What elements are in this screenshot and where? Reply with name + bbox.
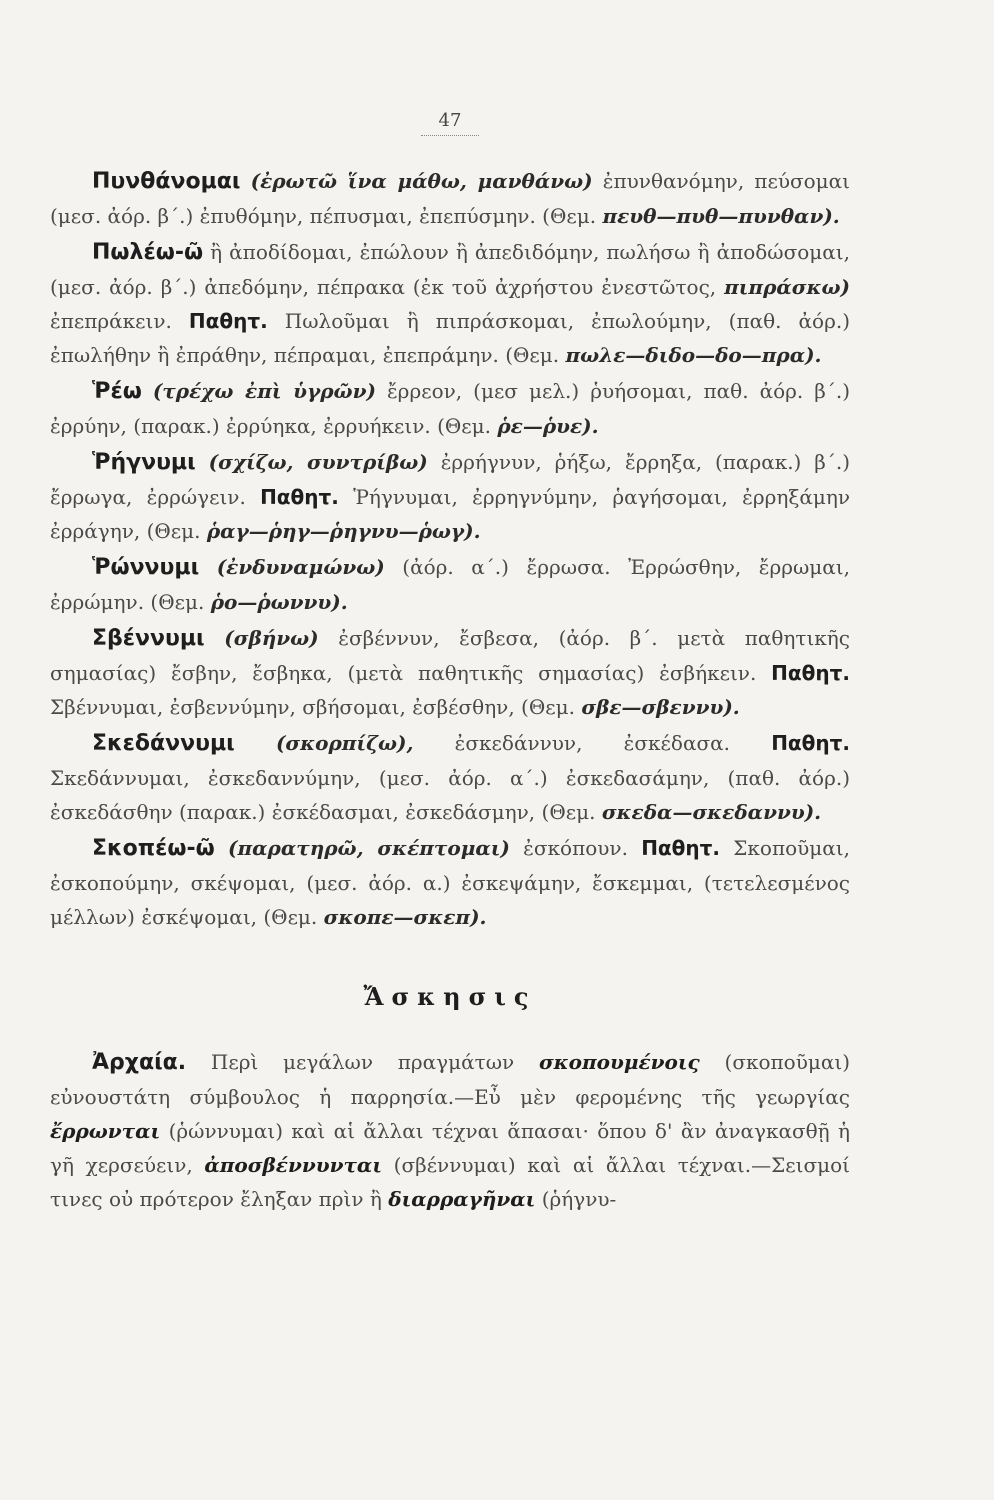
themes: ῥαγ—ῥηγ—ῥηγνυ—ῥωγ). <box>206 519 481 543</box>
passive-forms: Σκοποῦμαι, ἐσκοπούμην, σκέψομαι, (μεσ. ἀόρ. α.) ἐσκεψάμην, ἔσκεμμαι, (τετελεσμένος μέλλων) ἐσκέψομαι, (Θεμ. <box>50 836 850 929</box>
headword: Πωλέω-ῶ <box>92 240 204 265</box>
themes: σκεδα—σκεδαννυ). <box>601 800 822 824</box>
passive-label: Παθητ. <box>641 836 721 860</box>
forms: ἐσβέννυν, ἔσβεσα, (ἀόρ. β΄. μετὰ παθητικῆς σημασίας) ἔσβην, ἔσβηκα, (μετὰ παθητικῆς σημασίας) ἐσβήκειν. <box>50 626 850 685</box>
exercise-highlight: σκοπουμένοις <box>538 1050 700 1074</box>
passive-forms: Ῥήγνυμαι, ἐρρηγνύμην, ῥαγήσομαι, ἐρρηξάμην ἐρράγην, (Θεμ. <box>50 485 851 543</box>
gloss: (ἐνδυναμώνω) <box>216 555 385 579</box>
entry-pynthanomai <box>50 164 850 233</box>
exercise-part: (σβέννυμαι) καὶ αἱ ἄλλαι τέχναι.—Σεισμοί τινες οὐ πρότερον ἔληξαν πρὶν ἢ <box>50 1153 851 1211</box>
forms: ἢ ἀποδίδομαι, ἐπώλουν ἢ ἀπεδιδόμην, πωλήσω ἢ ἀποδώσομαι, (μεσ. ἀόρ. β΄.) ἀπεδόμην, πέπρακα (ἐκ τοῦ ἀχρήστου ἐνεστῶτος, <box>50 240 851 299</box>
gloss: (σκορπίζω), <box>275 731 414 755</box>
passive-forms: Σβέννυμαι, ἐσβεννύμην, σβήσομαι, ἐσβέσθην, (Θεμ. <box>50 695 575 719</box>
exercise-label: Ἀρχαία. <box>92 1050 187 1075</box>
gloss: (ἐρωτῶ ἵνα μάθω, μανθάνω) <box>250 169 593 193</box>
exercise-text <box>50 1045 850 1216</box>
section-heading: Ἄσκησις <box>363 982 537 1011</box>
forms: ἐπυνθανόμην, πεύσομαι (μεσ. ἀόρ. β΄.) ἐπυθόμην, πέπυσμαι, ἐπεπύσμην. (Θεμ. <box>50 169 851 228</box>
headword: Σβέννυμι <box>92 626 205 651</box>
document-page <box>50 110 850 1216</box>
exercise-part: (σκοποῦμαι) εὐνουστάτη σύμβουλος ἡ παρρησία.—Εὖ μὲν φερομένης τῆς γεωργίας <box>50 1050 851 1109</box>
passive-forms: Σκεδάννυμαι, ἐσκεδαννύμην, (μεσ. ἀόρ. α΄.) ἐσκεδασάμην, (παθ. ἀόρ.) ἐσκεδάσθην (παρακ.) ἐσκέδασμαι, ἐσκεδάσμην, (Θεμ. <box>50 766 850 824</box>
passive-label: Παθητ. <box>188 309 268 333</box>
passive-label: Παθητ. <box>771 731 851 755</box>
themes: πωλε—διδο—δο—πρα). <box>565 343 822 367</box>
forms: (ἀόρ. α΄.) ἔρρωσα. Ἐρρώσθην, ἔρρωμαι, ἐρρώμην. (Θεμ. <box>50 555 851 614</box>
headword: Σκεδάννυμι <box>92 731 235 756</box>
themes: πευθ—πυθ—πυνθαν). <box>602 204 840 228</box>
passive-forms: Πωλοῦμαι ἢ πιπράσκομαι, ἐπωλούμην, (παθ. ἀόρ.) ἐπωλήθην ἢ ἐπράθην, πέπραμαι, ἐπεπράμην. (Θεμ. <box>50 309 851 367</box>
themes: σκοπε—σκεπ). <box>323 905 487 929</box>
forms: ἔρρεον, (μεσ μελ.) ῥυήσομαι, παθ. ἀόρ. β΄.) ἐρρύην, (παρακ.) ἐρρύηκα, ἐρρυήκειν. (Θεμ. <box>50 379 850 438</box>
passive-label: Παθητ. <box>260 485 339 509</box>
forms-continued: ἐπεπράκειν. <box>50 309 172 333</box>
passive-label: Παθητ. <box>771 661 850 685</box>
entry-ronnymi <box>50 550 850 619</box>
forms: ἐσκεδάννυν, ἐσκέδασα. <box>454 731 730 755</box>
gloss: (παρατηρῶ, σκέπτομαι) <box>228 836 510 860</box>
headword: Πυνθάνομαι <box>92 169 241 194</box>
exercise-highlight: διαρραγῆναι <box>388 1187 536 1211</box>
entry-reo <box>50 374 850 443</box>
themes: σβε—σβεννυ). <box>581 695 740 719</box>
themes: ῥο—ῥωννυ). <box>210 590 348 614</box>
headword: Ῥήγνυμι <box>92 450 196 475</box>
forms: ἐρρήγνυν, ῥήξω, ἔρρηξα, (παρακ.) β΄.) ἔρρωγα, ἐρρώγειν. <box>50 450 851 509</box>
entry-sbennymi <box>50 621 850 724</box>
gloss: (σβήνω) <box>224 626 319 650</box>
headword: Ῥέω <box>92 379 142 404</box>
exercise-part: (ῥώννυμαι) καὶ αἱ ἄλλαι τέχναι ἅπασαι· ὅπου δ' ἂν ἀναγκασθῇ ἡ γῆ χερσεύειν, <box>50 1119 850 1177</box>
entry-skopeo <box>50 831 850 934</box>
gloss: (τρέχω ἐπὶ ὑγρῶν) <box>152 379 376 403</box>
headword: Σκοπέω-ῶ <box>92 836 215 861</box>
page-number: 47 <box>50 110 850 136</box>
entry-regnymi <box>50 445 850 548</box>
exercise-part: (ῥήγνυ- <box>541 1187 617 1211</box>
exercise-highlight: ἀποσβέννυνται <box>204 1153 382 1177</box>
exercise-highlight: ἔρρωνται <box>50 1119 161 1143</box>
entry-skedannymi <box>50 726 850 829</box>
gloss: (σχίζω, συντρίβω) <box>208 450 428 474</box>
themes: ῥε—ῥυε). <box>497 414 599 438</box>
exercise-part: Περὶ μεγάλων πραγμάτων <box>210 1050 515 1074</box>
forms: ἐσκόπουν. <box>523 836 628 860</box>
entry-poleo <box>50 235 850 372</box>
headword: Ῥώννυμι <box>92 555 200 580</box>
gloss: πιπράσκω) <box>724 275 850 299</box>
